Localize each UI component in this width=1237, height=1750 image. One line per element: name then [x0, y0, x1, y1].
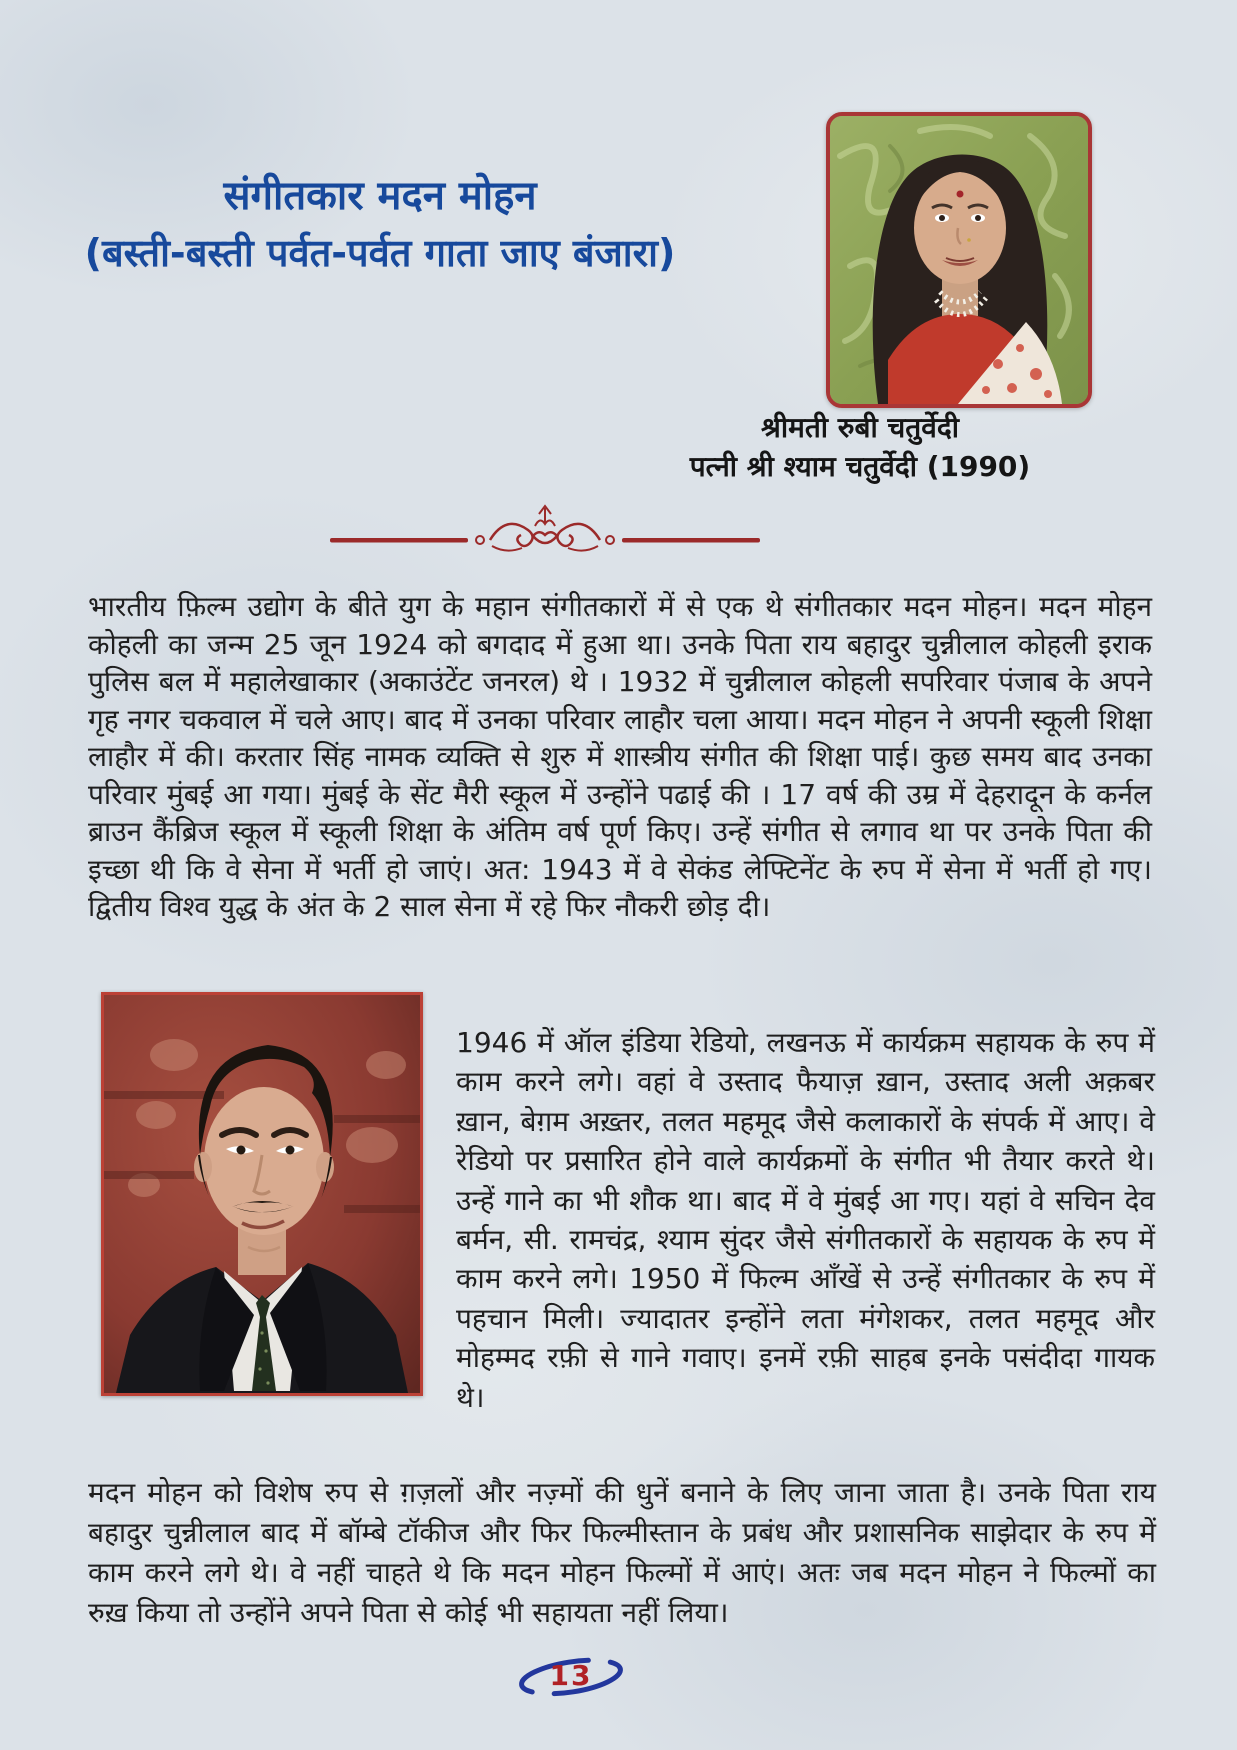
ornamental-divider	[330, 502, 760, 564]
paragraph-radio-career: 1946 में ऑल इंडिया रेडियो, लखनऊ में कार्यक्रम सहायक के रुप में काम करने लगे। वहां वे उस्ताद फैयाज़ ख़ान, उस्ताद अली अक़बर ख़ान, बेग़म अख़्तर, तलत महमूद जैसे कलाकारों के संपर्क में आए। वे रेडियो पर प्रसारित होने वाले कार्यक्रमों के संगीत भी तैयार करते थे। उन्हें गाने का भी शौक था। बाद में वे मुंबई आ गए। यहां वे सचिन देव बर्मन, सी. रामचंद्र, श्याम सुंदर जैसे संगीतकारों के सहायक के रुप में काम करने लगे। 1950 में फिल्म आँखें से उन्हें संगीतकार के रुप में पहचान मिली। ज्यादातर इन्होंने लता मंगेशकर, तलत महमूद और मोहम्मद रफ़ी से गाने गवाए। इनमें रफ़ी साहब इनके पसंदीदा गायक थे।	[456, 1026, 1155, 1414]
madan-portrait-illustration	[104, 995, 420, 1393]
portrait-caption	[610, 408, 1110, 486]
ruby-portrait-illustration	[830, 116, 1088, 404]
page-subtitle: (बस्ती-बस्ती पर्वत-पर्वत गाता जाए बंजारा)	[84, 231, 676, 275]
paragraph-early-life: भारतीय फ़िल्म उद्योग के बीते युग के महान संगीतकारों में से एक थे संगीतकार मदन मोहन। मदन मोहन कोहली का जन्म 25 जून 1924 को बगदाद में हुआ था। उनके पिता राय बहादुर चुन्नीलाल कोहली इराक पुलिस बल में महालेखाकार (अकाउंटेंट जनरल) थे । 1932 में चुन्नीलाल कोहली सपरिवार पंजाब के अपने गृह नगर चकवाल में चले आए। बाद में उनका परिवार लाहौर चला आया। मदन मोहन ने अपनी स्कूली शिक्षा लाहौर में की। करतार सिंह नामक व्यक्ति से शुरु में शास्त्रीय संगीत की शिक्षा पाई। कुछ समय बाद उनका परिवार मुंबई आ गया। मुंबई के सेंट मैरी स्कूल में उन्होंने पढाई की । 17 वर्ष की उम्र में देहरादून के कर्नल ब्राउन कैंब्रिज स्कूल में स्कूली शिक्षा के अंतिम वर्ष पूर्ण किए। उन्हें संगीत से लगाव था पर उनके पिता की इच्छा थी कि वे सेना में भर्ती हो जाएं। अत: 1943 में वे सेकंड लेफ्टिनेंट के रुप में सेना में भर्ती हो गए। द्वितीय विश्व युद्ध के अंत के 2 साल सेना में रहे फिर नौकरी छोड़ दी।	[88, 590, 1152, 923]
page-number: 13	[549, 1659, 593, 1692]
page-title: संगीतकार मदन मोहन	[223, 173, 537, 219]
paragraph-ghazal-fame: मदन मोहन को विशेष रुप से ग़ज़लों और नज़्मों की धुनें बनाने के लिए जाना जाता है। उनके पिता राय बहादुर चुन्नीलाल बाद में बॉम्बे टॉकीज और फिर फिल्मीस्तान के प्रबंध और प्रशासनिक साझेदार के रुप में काम करने लगे थे। वे नहीं चाहते थे कि मदन मोहन फिल्मों में आएं। अतः जब मदन मोहन ने फिल्मों का रुख़ किया तो उन्होंने अपने पिता से कोई भी सहायता नहीं लिया।	[88, 1476, 1156, 1629]
caption-name: श्रीमती रुबी चतुर्वेदी	[761, 411, 959, 444]
ruby-chaturvedi-photo	[826, 112, 1092, 408]
madan-mohan-photo	[101, 992, 423, 1396]
article-header	[55, 170, 705, 278]
page-number-badge	[510, 1650, 632, 1708]
caption-relation: पत्नी श्री श्याम चतुर्वेदी (1990)	[689, 450, 1031, 483]
divider-flourish-icon	[330, 502, 760, 564]
